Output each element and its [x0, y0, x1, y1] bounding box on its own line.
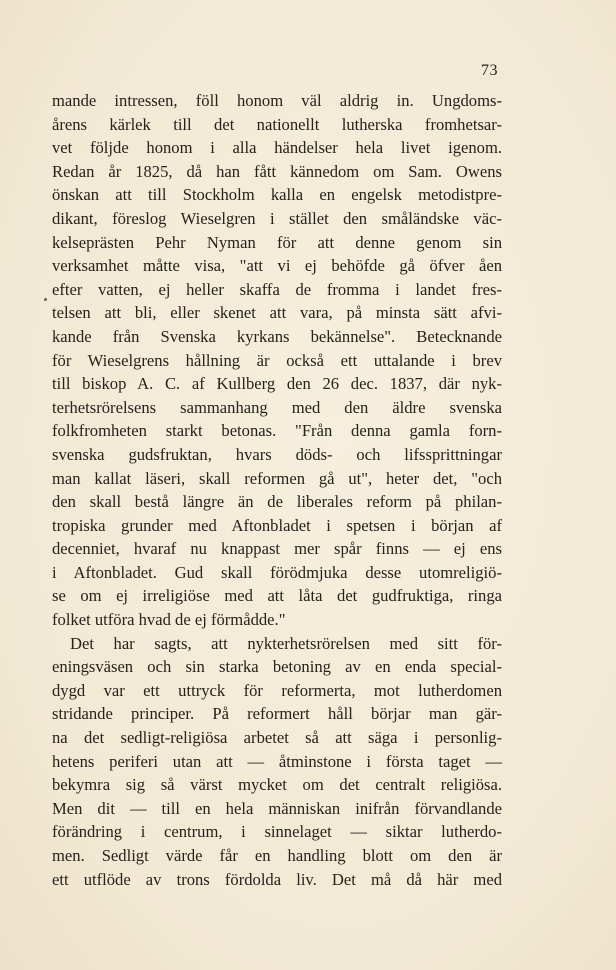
text-line: förändring i centrum, i sinnelaget — siktar lutherdo- — [52, 822, 502, 842]
text-line: men. Sedligt värde får en handling blott om den är — [52, 846, 502, 865]
margin-mark — [44, 298, 47, 301]
text-line: telsen att bli, eller skenet att vara, på minsta sätt afvi- — [52, 303, 502, 323]
text-line: vet följde honom i alla händelser hela livet igenom. — [52, 138, 502, 158]
text-line: Det har sagts, att nykterhetsrörelsen med sitt för- — [70, 633, 502, 653]
text-line: till biskop A. C. af Kullberg den 26 dec. 1837, där nyk- — [52, 374, 502, 394]
text-line: se om ej irreligiöse med att låta det gudfruktiga, ringa — [52, 586, 502, 606]
text-line: man kallat läseri, skall reformen gå ut", heter det, "och — [52, 468, 502, 488]
text-line: ett utflöde av trons fördolda liv. Det må då här med — [52, 869, 502, 889]
text-line: bekymra sig så värst mycket om det centralt religiösa. — [52, 775, 502, 795]
text-line: folkfromheten starkt betonas. "Från denna gamla forn- — [52, 421, 502, 441]
text-line: terhetsrörelsens sammanhang med den äldre svenska — [52, 397, 502, 417]
text-line: Men dit — till en hela människan inifrån förvandlande — [52, 798, 502, 818]
text-line: kelseprästen Pehr Nyman för att denne genom sin — [52, 232, 502, 252]
text-line: eningsväsen och sin starka betoning av en enda special- — [52, 657, 502, 677]
text-line: hetens periferi utan att — åtminstone i första taget — — [52, 751, 502, 771]
text-line: kande från Svenska kyrkans bekännelse". Betecknande — [52, 326, 502, 346]
page-number: 73 — [481, 62, 498, 79]
text-line: Redan år 1825, då han fått kännedom om Sam. Owens — [52, 161, 502, 181]
text-line: den skall bestå längre än de liberales reform på philan- — [52, 492, 502, 512]
text-line: dygd var ett uttryck för reformerta, mot lutherdomen — [52, 680, 502, 700]
body-text — [52, 89, 502, 891]
text-line: decenniet, hvaraf nu knappast mer spår finns — ej ens — [52, 539, 502, 559]
text-line: svenska gudsfruktan, hvars döds- och lifssprittningar — [52, 444, 502, 464]
text-line: mande intressen, föll honom väl aldrig in. Ungdoms- — [52, 91, 502, 110]
text-line: för Wieselgrens hållning är också ett uttalande i brev — [52, 350, 502, 370]
text-line: årens kärlek till det nationellt lutherska fromhetsar- — [52, 114, 502, 134]
text-line: stridande principer. På reformert håll börjar man gär- — [52, 704, 502, 724]
text-line: efter vatten, ej heller skaffa de fromma i landet fres- — [52, 279, 502, 299]
text-line: folket utföra hvad de ej förmådde." — [52, 610, 286, 630]
text-line: dikant, föreslog Wieselgren i stället den småländske väc- — [52, 208, 502, 228]
text-line: i Aftonbladet. Gud skall förödmjuka desse utomreligiö- — [52, 562, 502, 582]
text-line: tropiska grunder med Aftonbladet i spetsen i början af — [52, 515, 502, 535]
text-line: önskan att till Stockholm kalla en engelsk metodistpre- — [52, 185, 502, 205]
text-line: verksamhet måtte visa, "att vi ej behöfde gå öfver åen — [52, 256, 502, 276]
text-line: na det sedligt-religiösa arbetet så att säga i personlig- — [52, 728, 502, 748]
